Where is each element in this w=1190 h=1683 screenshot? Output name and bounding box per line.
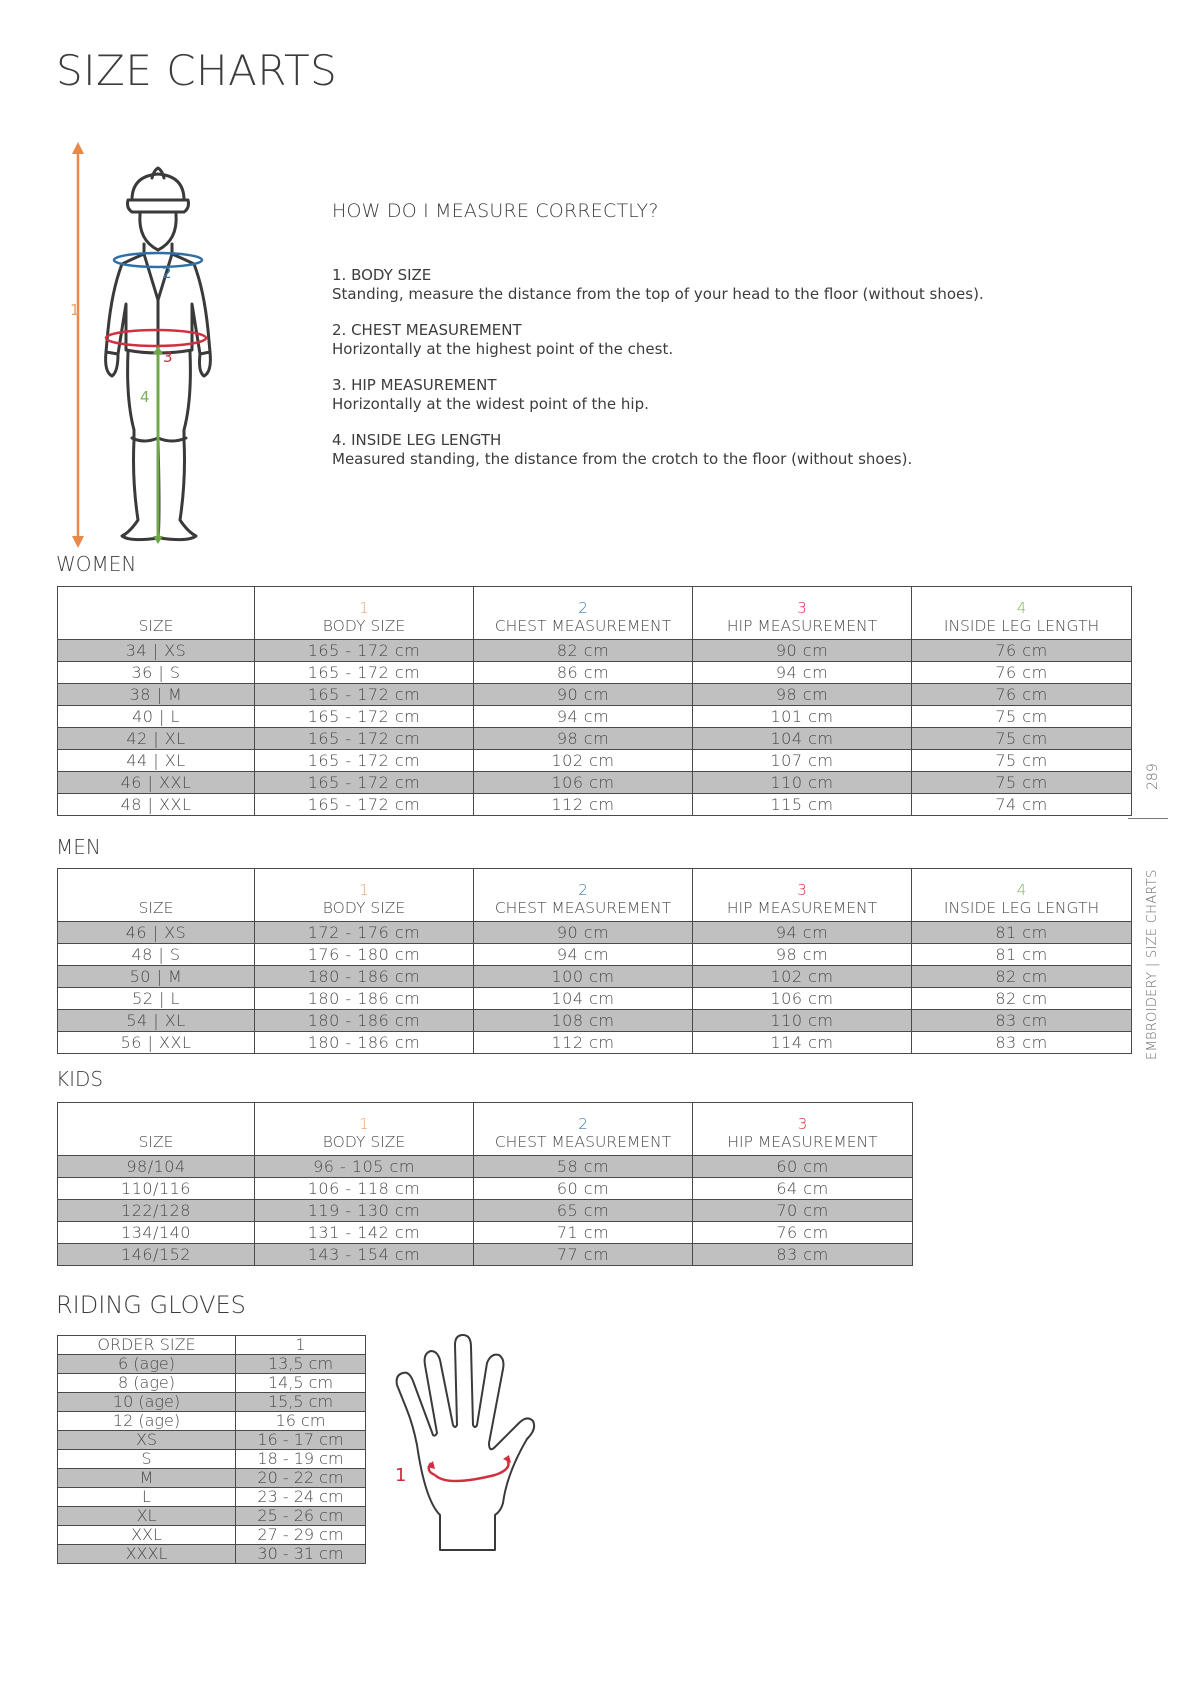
step-description: Horizontally at the highest point of the chest. (332, 340, 674, 358)
body-size-arrow-icon (72, 142, 84, 548)
table-cell: 98 cm (693, 944, 912, 966)
table-cell: 165 - 172 cm (255, 772, 474, 794)
table-row (58, 1526, 366, 1545)
table-cell: 58 cm (474, 1156, 693, 1178)
table-cell: 81 cm (912, 944, 1132, 966)
table-row (58, 1507, 366, 1526)
table-cell: 165 - 172 cm (255, 728, 474, 750)
table-cell: 104 cm (693, 728, 912, 750)
table-cell: S (58, 1450, 236, 1469)
header-body-size: 1 BODY SIZE (255, 869, 474, 922)
table-cell: 36 | S (58, 662, 255, 684)
table-row (58, 1156, 913, 1178)
table-cell: 15,5 cm (236, 1393, 366, 1412)
table-cell: 81 cm (912, 922, 1132, 944)
table-cell: 46 | XXL (58, 772, 255, 794)
figure-label-4: 4 (140, 388, 150, 406)
table-cell: 94 cm (474, 706, 693, 728)
table-cell: 106 - 118 cm (255, 1178, 474, 1200)
body-measurement-figure (60, 140, 260, 550)
table-cell: 42 | XL (58, 728, 255, 750)
step-title: 3. HIP MEASUREMENT (332, 376, 497, 394)
step-chest (332, 321, 1032, 359)
table-row (58, 1545, 366, 1564)
table-row (58, 1450, 366, 1469)
table-cell: 75 cm (912, 706, 1132, 728)
table-cell: 12 (age) (58, 1412, 236, 1431)
table-cell: 16 cm (236, 1412, 366, 1431)
table-cell: 23 - 24 cm (236, 1488, 366, 1507)
table-cell: 107 cm (693, 750, 912, 772)
header-order-size: ORDER SIZE (58, 1336, 236, 1355)
measure-number-3: 3 (797, 1115, 808, 1133)
table-header-row (58, 869, 1132, 922)
table-cell: 94 cm (693, 662, 912, 684)
table-cell: 119 - 130 cm (255, 1200, 474, 1222)
table-cell: 44 | XL (58, 750, 255, 772)
instructions-heading: HOW DO I MEASURE CORRECTLY? (332, 200, 659, 222)
table-cell: 18 - 19 cm (236, 1450, 366, 1469)
figure-label-3: 3 (163, 348, 173, 366)
table-cell: 114 cm (693, 1032, 912, 1054)
table-row (58, 640, 1132, 662)
table-cell: 98/104 (58, 1156, 255, 1178)
table-cell: 134/140 (58, 1222, 255, 1244)
table-row (58, 1032, 1132, 1054)
table-cell: 112 cm (474, 1032, 693, 1054)
table-cell: 83 cm (693, 1244, 913, 1266)
table-cell: 76 cm (912, 640, 1132, 662)
table-cell: 165 - 172 cm (255, 750, 474, 772)
table-cell: 48 | S (58, 944, 255, 966)
page-number: 289 (1145, 763, 1161, 790)
table-cell: 74 cm (912, 794, 1132, 816)
gloves-heading: RIDING GLOVES (56, 1291, 246, 1319)
table-cell: 106 cm (693, 988, 912, 1010)
table-row (58, 684, 1132, 706)
header-size: SIZE (58, 1103, 255, 1156)
table-cell: 65 cm (474, 1200, 693, 1222)
step-body-size (332, 266, 1032, 304)
women-heading: WOMEN (56, 552, 137, 576)
table-cell: 54 | XL (58, 1010, 255, 1032)
table-cell: M (58, 1469, 236, 1488)
table-cell: 165 - 172 cm (255, 640, 474, 662)
table-cell: 70 cm (693, 1200, 913, 1222)
table-cell: 8 (age) (58, 1374, 236, 1393)
table-cell: XXXL (58, 1545, 236, 1564)
table-cell: 98 cm (693, 684, 912, 706)
table-cell: 60 cm (474, 1178, 693, 1200)
table-cell: 60 cm (693, 1156, 913, 1178)
table-cell: 165 - 172 cm (255, 794, 474, 816)
measure-number-2: 2 (578, 599, 588, 617)
table-row (58, 772, 1132, 794)
step-description: Standing, measure the distance from the top of your head to the floor (without shoes). (332, 285, 984, 303)
header-body-size: 1 BODY SIZE (255, 1103, 474, 1156)
header-chest: 2 CHEST MEASUREMENT (474, 869, 693, 922)
table-cell: 48 | XXL (58, 794, 255, 816)
table-cell: 165 - 172 cm (255, 684, 474, 706)
table-cell: 90 cm (693, 640, 912, 662)
men-size-table (57, 868, 1132, 1054)
table-cell: 110/116 (58, 1178, 255, 1200)
step-title: 2. CHEST MEASUREMENT (332, 321, 522, 339)
table-cell: 108 cm (474, 1010, 693, 1032)
measure-number-1: 1 (359, 881, 369, 899)
table-row (58, 988, 1132, 1010)
hand-outline-icon (397, 1335, 535, 1550)
table-row (58, 794, 1132, 816)
table-header-row (58, 1103, 913, 1156)
table-cell: 102 cm (693, 966, 912, 988)
table-cell: 122/128 (58, 1200, 255, 1222)
table-cell: 94 cm (474, 944, 693, 966)
header-size: SIZE (58, 869, 255, 922)
table-cell: 131 - 142 cm (255, 1222, 474, 1244)
table-cell: 56 | XXL (58, 1032, 255, 1054)
table-cell: 83 cm (912, 1032, 1132, 1054)
table-cell: 165 - 172 cm (255, 662, 474, 684)
header-chest: 2 CHEST MEASUREMENT (474, 587, 693, 640)
measure-number-4: 4 (1016, 881, 1027, 899)
figure-label-2: 2 (162, 264, 172, 282)
table-cell: 82 cm (474, 640, 693, 662)
table-cell: 112 cm (474, 794, 693, 816)
table-cell: 64 cm (693, 1178, 913, 1200)
table-cell: 143 - 154 cm (255, 1244, 474, 1266)
page-title: SIZE CHARTS (56, 46, 338, 95)
table-cell: 98 cm (474, 728, 693, 750)
hand-measure-icon (435, 1459, 509, 1481)
table-cell: 6 (age) (58, 1355, 236, 1374)
kids-size-table (57, 1102, 913, 1266)
table-row (58, 1393, 366, 1412)
table-row (58, 662, 1132, 684)
table-cell: 90 cm (474, 684, 693, 706)
table-cell: 16 - 17 cm (236, 1431, 366, 1450)
table-cell: 38 | M (58, 684, 255, 706)
table-cell: 76 cm (912, 684, 1132, 706)
table-cell: 75 cm (912, 750, 1132, 772)
table-row (58, 1355, 366, 1374)
table-row (58, 944, 1132, 966)
table-cell: 110 cm (693, 772, 912, 794)
table-cell: 176 - 180 cm (255, 944, 474, 966)
table-cell: 82 cm (912, 988, 1132, 1010)
step-title: 4. INSIDE LEG LENGTH (332, 431, 502, 449)
table-cell: 27 - 29 cm (236, 1526, 366, 1545)
table-cell: 75 cm (912, 772, 1132, 794)
table-cell: 100 cm (474, 966, 693, 988)
header-inside-leg: 4 INSIDE LEG LENGTH (912, 869, 1132, 922)
table-cell: 180 - 186 cm (255, 1010, 474, 1032)
table-cell: 14,5 cm (236, 1374, 366, 1393)
table-row (58, 728, 1132, 750)
table-cell: 180 - 186 cm (255, 966, 474, 988)
measure-number-3: 3 (797, 881, 807, 899)
table-cell: 52 | L (58, 988, 255, 1010)
measuring-instructions (332, 200, 1032, 486)
header-body-size: 1 BODY SIZE (255, 587, 474, 640)
glove-figure-label: 1 (395, 1465, 407, 1486)
table-cell: 110 cm (693, 1010, 912, 1032)
table-row (58, 1178, 913, 1200)
step-description: Horizontally at the widest point of the hip. (332, 395, 649, 413)
table-cell: 13,5 cm (236, 1355, 366, 1374)
table-row (58, 1374, 366, 1393)
table-header-row (58, 1336, 366, 1355)
table-row (58, 1488, 366, 1507)
table-cell: 90 cm (474, 922, 693, 944)
table-row (58, 966, 1132, 988)
header-hip: 3 HIP MEASUREMENT (693, 1103, 913, 1156)
table-cell: 102 cm (474, 750, 693, 772)
table-cell: 75 cm (912, 728, 1132, 750)
table-cell: 94 cm (693, 922, 912, 944)
inside-leg-arrow-icon (153, 346, 163, 544)
table-cell: 83 cm (912, 1010, 1132, 1032)
step-hip (332, 376, 1032, 414)
section-label: EMBROIDERY | SIZE CHARTS (1145, 869, 1160, 1060)
table-cell: 30 - 31 cm (236, 1545, 366, 1564)
table-cell: 180 - 186 cm (255, 1032, 474, 1054)
table-cell: 86 cm (474, 662, 693, 684)
table-cell: 96 - 105 cm (255, 1156, 474, 1178)
table-cell: XXL (58, 1526, 236, 1545)
table-cell: 115 cm (693, 794, 912, 816)
measure-number-4: 4 (1016, 599, 1027, 617)
table-cell: 180 - 186 cm (255, 988, 474, 1010)
measure-number-1: 1 (359, 599, 369, 617)
table-cell: 104 cm (474, 988, 693, 1010)
women-size-table (57, 586, 1132, 816)
step-description: Measured standing, the distance from the crotch to the floor (without shoes). (332, 450, 913, 468)
table-row (58, 706, 1132, 728)
table-row (58, 750, 1132, 772)
side-divider (1128, 818, 1168, 819)
table-cell: 20 - 22 cm (236, 1469, 366, 1488)
step-inside-leg (332, 431, 1032, 469)
table-cell: 77 cm (474, 1244, 693, 1266)
table-header-row (58, 587, 1132, 640)
table-row (58, 1222, 913, 1244)
header-inside-leg: 4 INSIDE LEG LENGTH (912, 587, 1132, 640)
header-size: SIZE (58, 587, 255, 640)
header-chest: 2 CHEST MEASUREMENT (474, 1103, 693, 1156)
header-hip: 3 HIP MEASUREMENT (693, 869, 912, 922)
step-title: 1. BODY SIZE (332, 266, 432, 284)
table-cell: 146/152 (58, 1244, 255, 1266)
table-row (58, 1200, 913, 1222)
measure-number-3: 3 (797, 599, 807, 617)
table-cell: 82 cm (912, 966, 1132, 988)
measure-number-1: 1 (359, 1115, 369, 1133)
table-cell: 71 cm (474, 1222, 693, 1244)
table-cell: 40 | L (58, 706, 255, 728)
measure-number-2: 2 (578, 1115, 588, 1133)
measure-number-1: 1 (236, 1336, 366, 1355)
kids-heading: KIDS (56, 1067, 104, 1091)
table-cell: L (58, 1488, 236, 1507)
figure-label-1: 1 (70, 301, 80, 319)
gloves-size-table (57, 1335, 366, 1564)
table-row (58, 922, 1132, 944)
table-cell: 101 cm (693, 706, 912, 728)
measure-number-2: 2 (578, 881, 588, 899)
table-cell: 46 | XS (58, 922, 255, 944)
men-heading: MEN (56, 835, 101, 859)
table-cell: XL (58, 1507, 236, 1526)
table-cell: 106 cm (474, 772, 693, 794)
header-hip: 3 HIP MEASUREMENT (693, 587, 912, 640)
table-row (58, 1244, 913, 1266)
table-cell: 50 | M (58, 966, 255, 988)
hand-measurement-figure (395, 1325, 575, 1575)
table-cell: 10 (age) (58, 1393, 236, 1412)
table-row (58, 1010, 1132, 1032)
table-cell: XS (58, 1431, 236, 1450)
table-row (58, 1412, 366, 1431)
table-cell: 172 - 176 cm (255, 922, 474, 944)
table-cell: 165 - 172 cm (255, 706, 474, 728)
table-cell: 34 | XS (58, 640, 255, 662)
table-cell: 76 cm (693, 1222, 913, 1244)
table-row (58, 1431, 366, 1450)
table-row (58, 1469, 366, 1488)
table-cell: 76 cm (912, 662, 1132, 684)
table-cell: 25 - 26 cm (236, 1507, 366, 1526)
